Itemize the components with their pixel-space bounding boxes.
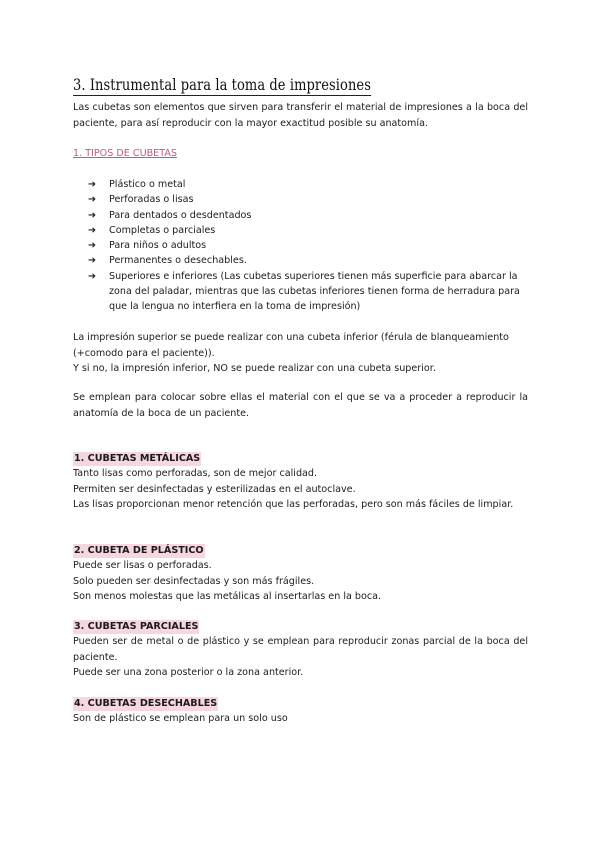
intro-paragraph: Las cubetas son elementos que sirven para transferir el material de impresiones a la boca del paciente, para así reproducir con la mayor exactitud posible su anatomía. [73,102,528,129]
section-heading-desechables: 4. CUBETAS DESECHABLES [74,698,218,709]
arrow-bullet-icon: ➔ [88,209,97,221]
title-underline [73,95,371,96]
list-item [88,208,530,223]
tipos-list [88,177,530,315]
arrow-bullet-icon: ➔ [88,270,97,282]
arrow-bullet-icon: ➔ [88,255,97,267]
arrow-bullet-icon: ➔ [88,240,97,252]
section-line: Son menos molestas que las metálicas al insertarlas en la boca. [73,591,382,602]
list-item [88,269,530,315]
section-metalicas-lines [73,466,528,497]
section-parciales-lines [73,665,528,681]
arrow-bullet-icon: ➔ [88,224,97,236]
list-item-text: Perforadas o lisas [109,194,194,206]
list-item-text: Para niños o adultos [109,240,207,252]
section-line: Puede ser lisas o perforadas. [73,560,212,571]
section-line: Son de plástico se emplean para un solo uso [73,713,288,724]
section-heading-plastico: 2. CUBETA DE PLÁSTICO [74,545,204,556]
section-desechables-lines [73,711,528,727]
section-line: Permiten ser desinfectadas y esterilizadas en el autoclave. [73,483,356,495]
note-line: La impresión superior se puede realizar con una cubeta inferior (férula de blanqueamiento [73,332,509,343]
tipos-section-title: 1. TIPOS DE CUBETAS [73,148,177,159]
list-item-text: Permanentes o desechables. [109,255,247,267]
section-line: Tanto lisas como perforadas, son de mejor calidad. [73,468,318,479]
section-heading-metalicas: 1. CUBETAS METÁLICAS [74,453,201,464]
list-item-text: Completas o parciales [109,224,216,236]
list-item [88,177,530,192]
arrow-bullet-icon: ➔ [88,194,97,206]
section-heading-parciales: 3. CUBETAS PARCIALES [74,621,199,632]
list-item-text: Superiores e inferiores (Las cubetas superiores tienen más superficie para abarcar la zona del paladar, mientras que las cubetas inferiores tienen forma de herradura para que la lengua no interfiera en la toma de impresión) [109,270,520,313]
usage-paragraph: Se emplean para colocar sobre ellas el material con el que se va a proceder a reproducir la anatomía de la boca de un paciente. [73,392,528,419]
note-paragraph [73,330,528,377]
note-line: (+comodo para el paciente)). [73,347,215,359]
section-parciales-paragraph: Pueden ser de metal o de plástico y se emplean para reproducir zonas parcial de la boca del paciente. [73,636,528,663]
section-plastico-lines [73,558,528,605]
list-item [88,192,530,207]
list-item [88,253,530,268]
arrow-bullet-icon: ➔ [88,179,97,190]
list-item [88,238,530,253]
section-line: Puede ser una zona posterior o la zona anterior. [73,667,304,678]
note-line: Y si no, la impresión inferior, NO se puede realizar con una cubeta superior. [73,363,436,374]
section-line: Solo pueden ser desinfectadas y son más frágiles. [73,575,315,587]
page-title [73,76,371,94]
list-item-text: Plástico o metal [109,179,186,190]
section-metalicas-paragraph: Las lisas proporcionan menor retención que las perforadas, pero son más fáciles de limpiar. [73,499,514,510]
list-item-text: Para dentados o desdentados [109,209,252,221]
page-title-text: 3. Instrumental para la toma de impresiones [73,76,371,94]
list-item [88,223,530,238]
